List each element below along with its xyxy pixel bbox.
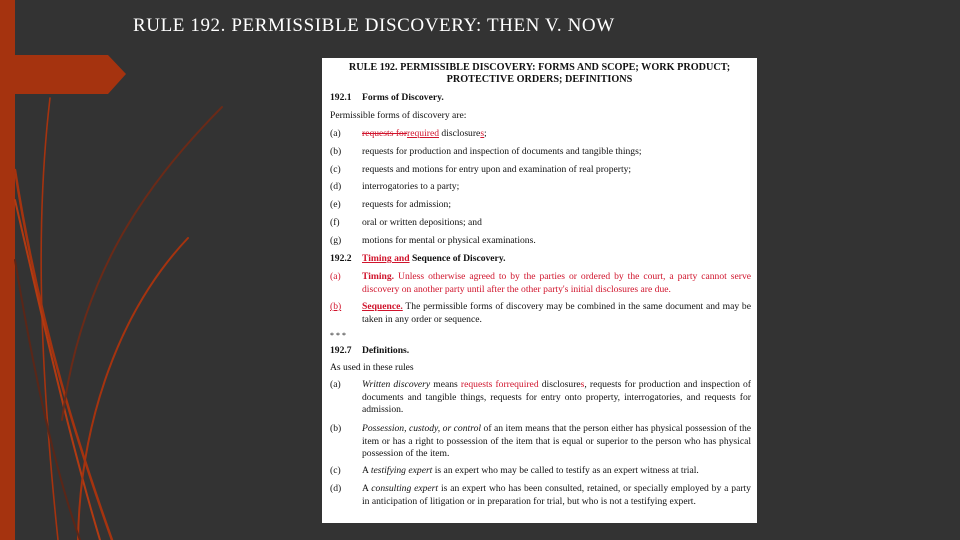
document-text: ; (484, 128, 487, 139)
document-text: A (362, 483, 372, 494)
document-text: motions for mental or physical examinations. (362, 235, 536, 246)
document-text: Written discovery (362, 379, 431, 390)
document-text: (a) (330, 379, 341, 390)
document-text: s (480, 128, 485, 139)
document-text: (d) (330, 181, 342, 192)
document-text: Sequence. (362, 301, 403, 312)
document-text: 192.7 (330, 345, 352, 356)
document-text: (g) (330, 235, 342, 246)
document-text: Possession, custody, or control (362, 423, 482, 434)
document-text: disclosure (439, 128, 481, 139)
document-text: is an expert who has been consulted, retained, or specially employed by a party in anticipation of litigation or in preparation for trial, but who is not a testifying expert. (362, 483, 751, 507)
document-text: requests for admission; (362, 199, 451, 210)
document-text: (b) (330, 423, 342, 434)
document-text: (e) (330, 199, 341, 210)
document-text: oral or written depositions; and (362, 217, 482, 228)
decorative-swoosh-graphic (0, 0, 300, 540)
document-text: 192.2 (330, 253, 352, 264)
document-text: (b) (330, 146, 342, 157)
document-text: 192.1 (330, 92, 352, 103)
document-text: disclosure (538, 379, 581, 390)
title-arrow-shape (15, 55, 126, 94)
accent-bar (0, 0, 15, 540)
document-text: means (430, 379, 461, 390)
document-text: The permissible forms of discovery may be combined in the same document and may be taken in any order or sequence. (362, 301, 751, 325)
document-text: interrogatories to a party; (362, 181, 460, 192)
document-text: testifying expert (370, 465, 433, 476)
document-text: , requests for production and inspection of documents and tangible things, requests for entry onto property, interrogatories, and requests for admission. (362, 379, 752, 416)
document-text: s (580, 379, 585, 390)
document-text: (d) (330, 483, 342, 494)
document-text: required (407, 128, 439, 139)
rule-document-image (322, 58, 757, 523)
document-text: Unless otherwise agreed to by the parties or ordered by the court, a party cannot serve discovery on another party until after the other party's initial disclosures are due. (362, 271, 751, 295)
document-text: Sequence of Discovery. (409, 253, 506, 264)
document-text: requests forrequired (460, 379, 539, 390)
document-text: requests and motions for entry upon and examination of real property; (362, 164, 632, 175)
document-text: Timing. (362, 271, 395, 282)
document-text: Forms of Discovery. (362, 92, 444, 103)
document-text: (a) (330, 128, 341, 139)
document-text: (a) (330, 271, 341, 282)
document-text: (c) (330, 465, 341, 476)
ellipsis: * * * (330, 331, 346, 340)
document-text: consulting expert (371, 483, 439, 494)
section-192-1-intro: Permissible forms of discovery are: (330, 110, 467, 121)
document-heading: RULE 192. PERMISSIBLE DISCOVERY: FORMS AND SCOPE; WORK PRODUCT; PROTECTIVE ORDERS; DEFINITIONS (348, 62, 731, 85)
document-text: A (362, 465, 371, 476)
document-text: Timing and (362, 253, 410, 264)
document-text: (c) (330, 164, 341, 175)
section-192-7-intro: As used in these rules (330, 362, 414, 373)
slide-title: RULE 192. PERMISSIBLE DISCOVERY: THEN V. NOW (133, 15, 615, 36)
document-text: requests for (362, 128, 408, 139)
document-text: Definitions. (362, 345, 410, 356)
document-text: is an expert who may be called to testify as an expert witness at trial. (432, 465, 699, 476)
document-text: (f) (330, 217, 340, 228)
document-text: requests for production and inspection of documents and tangible things; (362, 146, 642, 157)
document-text: of an item means that the person either has physical possession of the item or has a right to possession of the item that is equal or superior to the person who has physical possession of the item. (362, 423, 752, 460)
document-text: (b) (330, 301, 342, 312)
